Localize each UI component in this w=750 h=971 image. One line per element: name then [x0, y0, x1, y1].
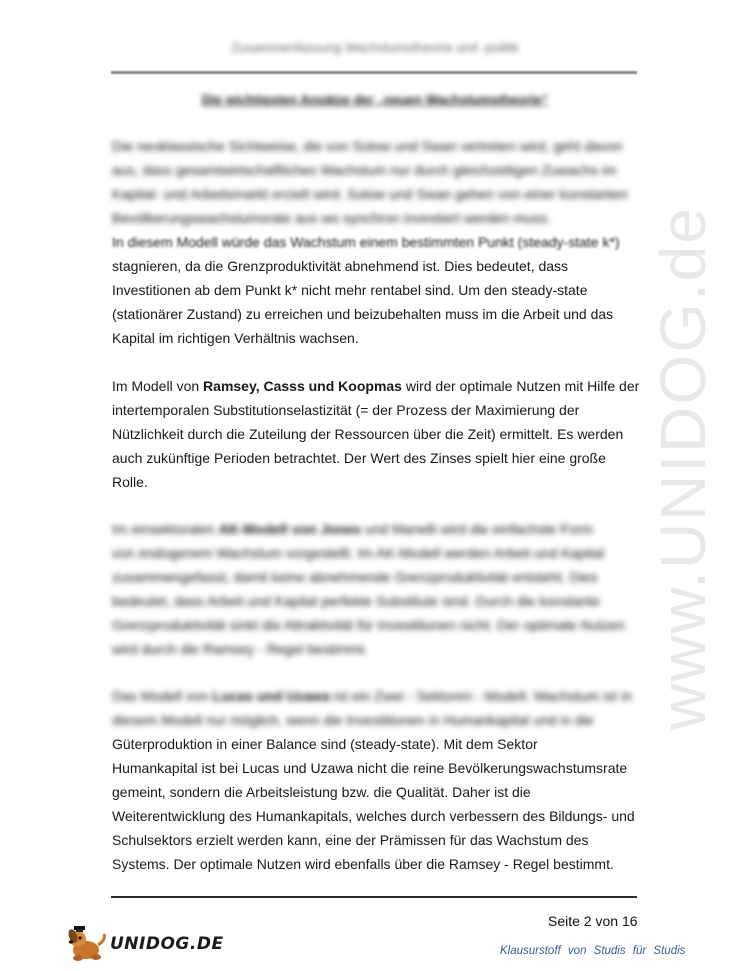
text-line: Rolle. [112, 474, 148, 490]
text-line: In diesem Modell würde das Wachstum einem bestimmten Punkt (steady-state k*) [112, 234, 620, 250]
text-line [112, 517, 642, 541]
page-number: Seite 2 von 16 [548, 913, 638, 929]
paragraph-lucas-uzawa [112, 684, 642, 876]
line-text: und Manelli wird die einfachste Form [360, 521, 593, 537]
paragraph-ramsey [112, 374, 642, 494]
text-line: wird durch die Ramsey - Regel bestimmt. [112, 641, 368, 657]
text-line: auch zukünftige Perioden betrachtet. Der Wert des Zinses spielt hier eine große [112, 450, 606, 466]
text-line: Die neoklassische Sichtweise, die von Solow und Swan vertreten wird, geht davon [112, 138, 623, 154]
document-heading: Die wichtigsten Ansätze der „neuen Wachstumstheorie“ [201, 92, 549, 107]
text-line: Kapital- und Arbeitsmarkt erzielt wird. Solow und Swan gehen von einer konstanten [112, 186, 628, 202]
paragraph-ak-model [112, 517, 642, 661]
text-line: Humankapital ist bei Lucas und Uzawa nicht die reine Bevölkerungswachstumsrate [112, 760, 628, 776]
model-authors: Ramsey, Casss und Koopmas [203, 378, 402, 394]
text-line: von endogenem Wachstum vorgestellt. Im AK-Modell werden Arbeit und Kapital [112, 545, 605, 561]
text-line: Investitionen ab dem Punkt k* nicht mehr rentabel sind. Um den steady-state [112, 282, 588, 298]
line-text: Das Modell von [112, 688, 213, 704]
text-line: aus, dass gesamtwirtschaftliches Wachstum nur durch gleichzeitigen Zuwachs im [112, 162, 617, 178]
line-text: Im Modell von [112, 378, 204, 394]
line-text: wird der optimale Nutzen mit Hilfe der [401, 378, 640, 394]
text-line: (stationärer Zustand) zu erreichen und beizubehalten muss im die Arbeit und das [112, 306, 614, 322]
text-line: intertemporalen Substitutionselastizität (= der Prozess der Maximierung der [112, 402, 580, 418]
text-line: stagnieren, da die Grenzproduktivität abnehmend ist. Dies bedeutet, dass [112, 258, 569, 274]
unidog-logo[interactable] [66, 926, 224, 962]
paragraph-solow-swan [112, 134, 642, 350]
watermark: www.UNIDOG.de [647, 206, 719, 730]
text-line: Güterproduktion in einer Balance sind (steady-state). Mit dem Sektor [112, 736, 538, 752]
logo-text: UNIDOG.DE [110, 934, 224, 954]
text-line: Bevölkerungswachstumsrate aus wo synchron investiert werden muss. [112, 210, 551, 226]
text-line: Nützlichkeit durch die Zuteilung der Ressourcen über die Zeit) ermittelt. Es werden [112, 426, 624, 442]
text-line: Schulsektors erzielt werden kann, eine der Prämissen für das Wachstum des [112, 832, 589, 848]
text-line: bedeutet, dass Arbeit und Kapital perfekte Substitute sind. Durch die konstante [112, 593, 600, 609]
text-line: zusammengefasst, damit keine abnehmende Grenzproduktivität entsteht. Dies [112, 569, 598, 585]
tagline: Klausurstoff von Studis für Studis [500, 945, 686, 957]
line-text: ist ein Zwei - Sektoren - Modell. Wachstum ist in [329, 688, 632, 704]
text-line: Grenzproduktivität sinkt die Attraktivität für Investitionen nicht. Der optimale Nutzen [112, 617, 625, 633]
header-rule [111, 71, 637, 74]
text-line: Weiterentwicklung des Humankapitals, welches durch verbessern des Bildungs- und [112, 808, 635, 824]
running-title: Zusammenfassung Wachstumstheorie und -politik [231, 40, 519, 55]
line-text: Im einsektoralen [112, 521, 219, 537]
text-line: diesem Modell nur möglich, wenn die Investitionen in Humankapital und in die [112, 712, 594, 728]
model-authors: Lucas und Uzawa [212, 688, 330, 704]
text-line [112, 684, 642, 708]
text-line: Kapital im richtigen Verhältnis wachsen. [112, 330, 359, 346]
model-authors: AK-Modell von Jones [218, 521, 361, 537]
text-line [112, 374, 642, 398]
text-line: gemeint, sondern die Arbeitsleistung bzw. die Qualität. Daher ist die [112, 784, 531, 800]
text-line: Systems. Der optimale Nutzen wird ebenfalls über die Ramsey - Regel bestimmt. [112, 856, 614, 872]
footer-rule [111, 896, 637, 898]
dog-icon [66, 926, 108, 962]
